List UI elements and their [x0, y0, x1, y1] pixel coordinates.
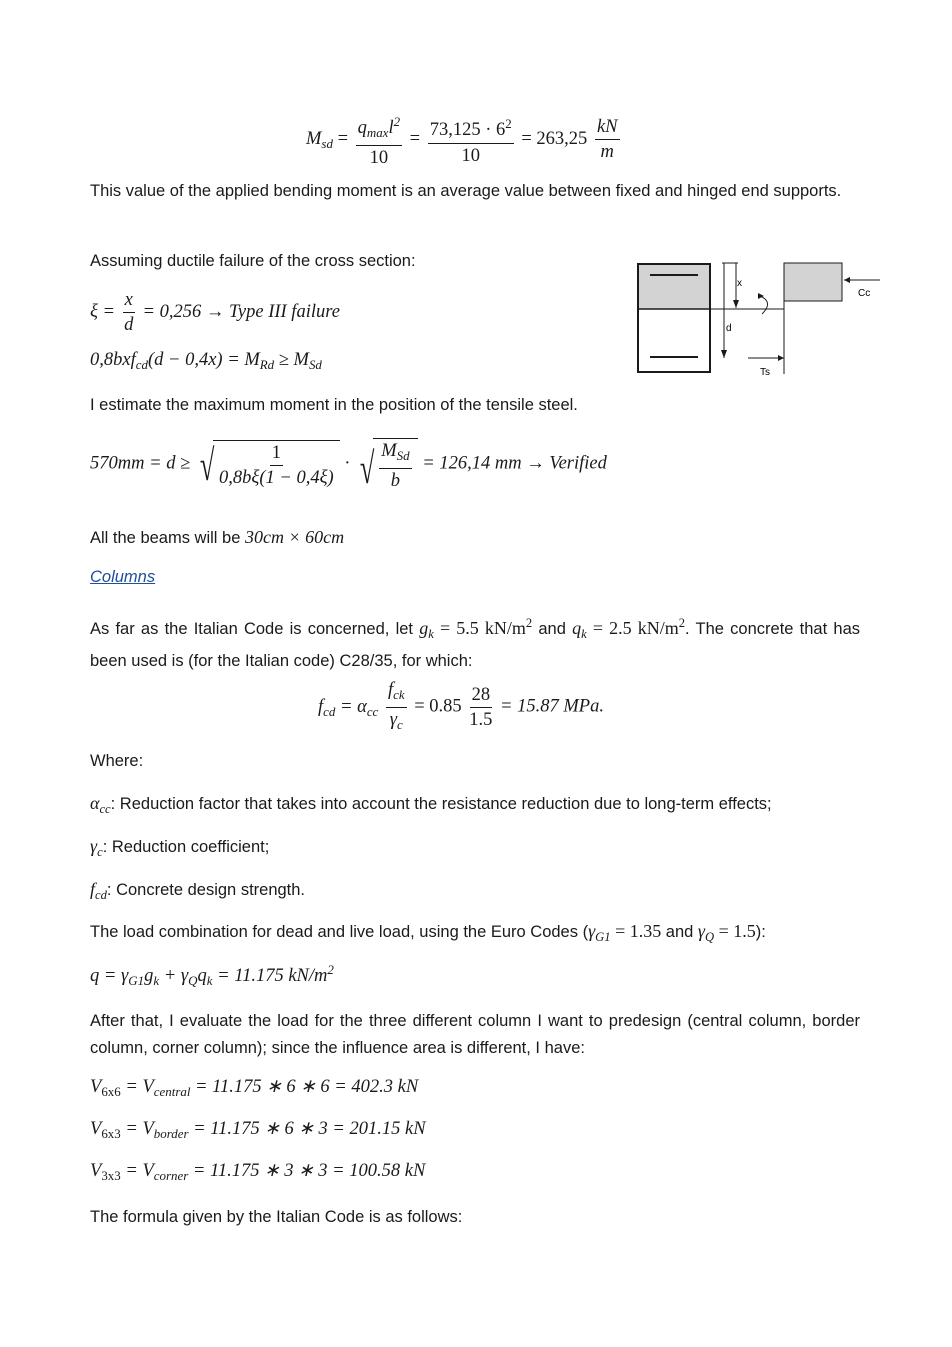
definition-alpha-cc: $\alpha_{cc}$: Reduction factor that takes into account the resistance reduction due to long-term effects; — [90, 793, 772, 816]
compression-zone — [639, 265, 709, 309]
equation-d-verification: 570mm = d ≥ √ $\frac{1}{0,8b\xi(1 - 0,4\xi)}$ · √ $\frac{M_{Sd}}{b}$ = 126,14 mm → Verified — [90, 438, 607, 491]
equation-xi: ξ = $\frac{x}{d}$ = 0,256 → Type III failure — [90, 290, 340, 335]
paragraph-formula-italian-code: The formula given by the Italian Code is as follows: — [90, 1208, 463, 1226]
stress-block — [784, 263, 842, 301]
paragraph-maximum-moment: I estimate the maximum moment in the position of the tensile steel. — [90, 396, 578, 414]
sqrt-1: √ $\frac{1}{0,8b\xi(1 - 0,4\xi)}$ — [195, 440, 340, 488]
equation-q: $q = \gamma_{G1}g_k + \gamma_Qq_k = 11.175$ $kN/m^2$ — [90, 962, 334, 988]
msd-unit: $\frac{kN}{m}$ — [596, 117, 618, 163]
equation-fcd: $f_{cd} = \alpha_{cc}$ $\frac{f_{ck}}{\gamma_c}$ = 0.85 $\frac{28}{1.5}$ = 15.87 MPa. — [318, 680, 604, 732]
equation-v-central: $V_{6x6} = V_{central} = 11.175$ ∗ 6 ∗ 6 = 402.3 kN — [90, 1077, 419, 1099]
paragraph-where: Where: — [90, 752, 144, 770]
definition-gamma-c: $\gamma_c$: Reduction coefficient; — [90, 836, 270, 859]
paragraph-column-loads: After that, I evaluate the load for the three different column I want to predesign (central column, border column, corner column); since the influence area is different, I have: — [90, 1012, 860, 1057]
label-d: d — [726, 323, 732, 334]
label-x: x — [737, 278, 742, 289]
label-ts: Ts — [760, 367, 770, 378]
equation-v-corner: $V_{3x3} = V_{corner} = 11.175$ ∗ 3 ∗ 3 = 100.58 kN — [90, 1161, 426, 1183]
paragraph-average-moment: This value of the applied bending moment is an average value between fixed and hinged end supports. — [90, 182, 842, 200]
paragraph-ductile-failure: Assuming ductile failure of the cross section: — [90, 252, 416, 270]
equation-mrd: $0,8bxf_{cd}(d - 0,4x) = M_{Rd} \ge M_{Sd}$ — [90, 350, 322, 372]
equation-v-border: $V_{6x3} = V_{border} = 11.175$ ∗ 6 ∗ 3 = 201.15 kN — [90, 1119, 426, 1141]
paragraph-italian-code: As far as the Italian Code is concerned, let $g_k = 5.5$ $kN/m^2$ and $q_k = 2.5$ $kN/m^2$. The concrete that has been used is (for the Italian code) C28/35, for which: — [90, 616, 860, 670]
moment-arrow-icon — [760, 296, 768, 314]
msd-fraction-1: $\frac{q_{max}l^2}{10}$ — [357, 114, 401, 168]
label-cc: Cc — [858, 288, 871, 299]
paragraph-load-combination: The load combination for dead and live load, using the Euro Codes ($\gamma_{G1} = 1.35$ and $\gamma_Q = 1.5$): — [90, 921, 766, 944]
msd-fraction-2: $\frac{73,125 \cdot 6^2}{10}$ — [429, 116, 512, 166]
equation-msd: $M_{sd}$ = $\frac{q_{max}l^2}{10}$ = $\frac{73,125 \cdot 6^2}{10}$ = 263,25 $\frac{kN}{m}$ — [306, 114, 618, 168]
heading-columns: Columns — [90, 568, 156, 586]
paragraph-beams-size: All the beams will be 30cm × 60cm — [90, 527, 345, 547]
sqrt-2: √ $\frac{M_{Sd}}{b}$ — [355, 438, 418, 491]
definition-fcd: $f_{cd}$: Concrete design strength. — [90, 879, 306, 902]
msd-lhs: $M_{sd}$ — [306, 129, 333, 152]
cross-section-diagram — [636, 258, 886, 382]
